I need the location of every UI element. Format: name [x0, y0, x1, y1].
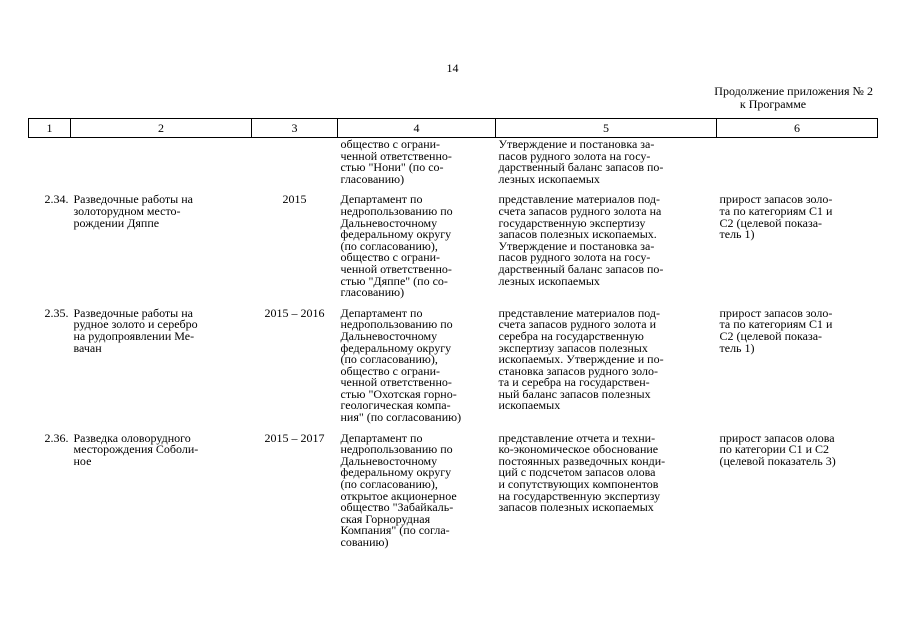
column-header-3: 3 [252, 119, 338, 138]
continuation-line-2: к Программе [739, 97, 807, 111]
table-row [29, 185, 878, 298]
column-header-5: 5 [496, 119, 717, 138]
expected-result-cell: представление материалов под- счета запасов рудного золота и серебра на государственную экспертизу запасов полезных ископаемых. Утверждение и по- становка запасов рудного золо- та и серебра на государствен- ный баланс запасов полезных ископаемых [498, 305, 664, 413]
table-row [29, 424, 878, 549]
column-header-1: 1 [29, 119, 71, 138]
years-cell: 2015 – 2016 [264, 305, 325, 320]
years-cell: 2015 [282, 192, 307, 207]
header-row [29, 119, 878, 138]
years-cell: 2015 – 2017 [264, 430, 325, 445]
target-indicator-cell: прирост запасов золо- та по категориям С1 и С2 (целевой показа- тель 1) [719, 305, 833, 355]
work-name-cell [71, 138, 252, 186]
row-number-cell: 2.34. [44, 192, 69, 207]
table-row [29, 138, 878, 186]
column-header-4: 4 [338, 119, 496, 138]
executor-cell: общество с ограни- ченной ответственно- стью "Нони" (по со- гласованию) [340, 137, 452, 186]
expected-result-cell: представление отчета и техни- ко-экономическое обоснование постоянных разведочных конди- ций с подсчетом запасов олова и сопутствующих компонентов на государственную экспертизу запасов полезных ископаемых [498, 430, 666, 515]
continuation-line-1: Продолжение приложения № 2 [714, 84, 873, 98]
work-name-cell: Разведочные работы на рудное золото и серебро на рудопроявлении Ме- вачан [73, 305, 198, 355]
years-cell [252, 138, 338, 186]
executor-cell: Департамент по недропользованию по Дальневосточному федеральному округу (по согласованию), открытое акционерное общество "Забайкаль- ская Горнорудная Компания" (по согла- сованию) [340, 430, 457, 549]
column-header-2: 2 [71, 119, 252, 138]
work-name-cell: Разведочные работы на золоторудном место- рождении Дяппе [73, 192, 193, 230]
program-table [28, 118, 878, 549]
continuation-note [673, 85, 873, 111]
column-header-6: 6 [717, 119, 878, 138]
row-number-cell: 2.35. [44, 305, 69, 320]
expected-result-cell: представление материалов под- счета запасов рудного золота на государственную экспертизу запасов полезных ископаемых. Утверждение и постановка за- пасов рудного золота на госу- дарственный баланс запасов по- лезных ископаемых [498, 192, 664, 288]
row-number-cell [29, 138, 71, 186]
page-number: 14 [446, 61, 459, 75]
table-row [29, 299, 878, 424]
row-number-cell: 2.36. [44, 430, 69, 445]
expected-result-cell: Утверждение и постановка за- пасов рудного золота на госу- дарственный баланс запасов по- лезных ископаемых [498, 137, 664, 186]
target-indicator-cell: прирост запасов олова по категории С1 и С2 (целевой показатель 3) [719, 430, 836, 468]
work-name-cell: Разведка оловорудного месторождения Соболи- ное [73, 430, 199, 468]
target-indicator-cell [717, 138, 878, 186]
target-indicator-cell: прирост запасов золо- та по категориям С1 и С2 (целевой показа- тель 1) [719, 192, 833, 242]
executor-cell: Департамент по недропользованию по Дальневосточному федеральному округу (по согласованию), общество с ограни- ченной ответственно- стью "Охотская горно- геологическая компа- ния" (по согласованию) [340, 305, 462, 425]
executor-cell: Департамент по недропользованию по Дальневосточному федеральному округу (по согласованию), общество с ограни- ченной ответственно- стью "Дяппе" (по со- гласованию) [340, 192, 453, 300]
